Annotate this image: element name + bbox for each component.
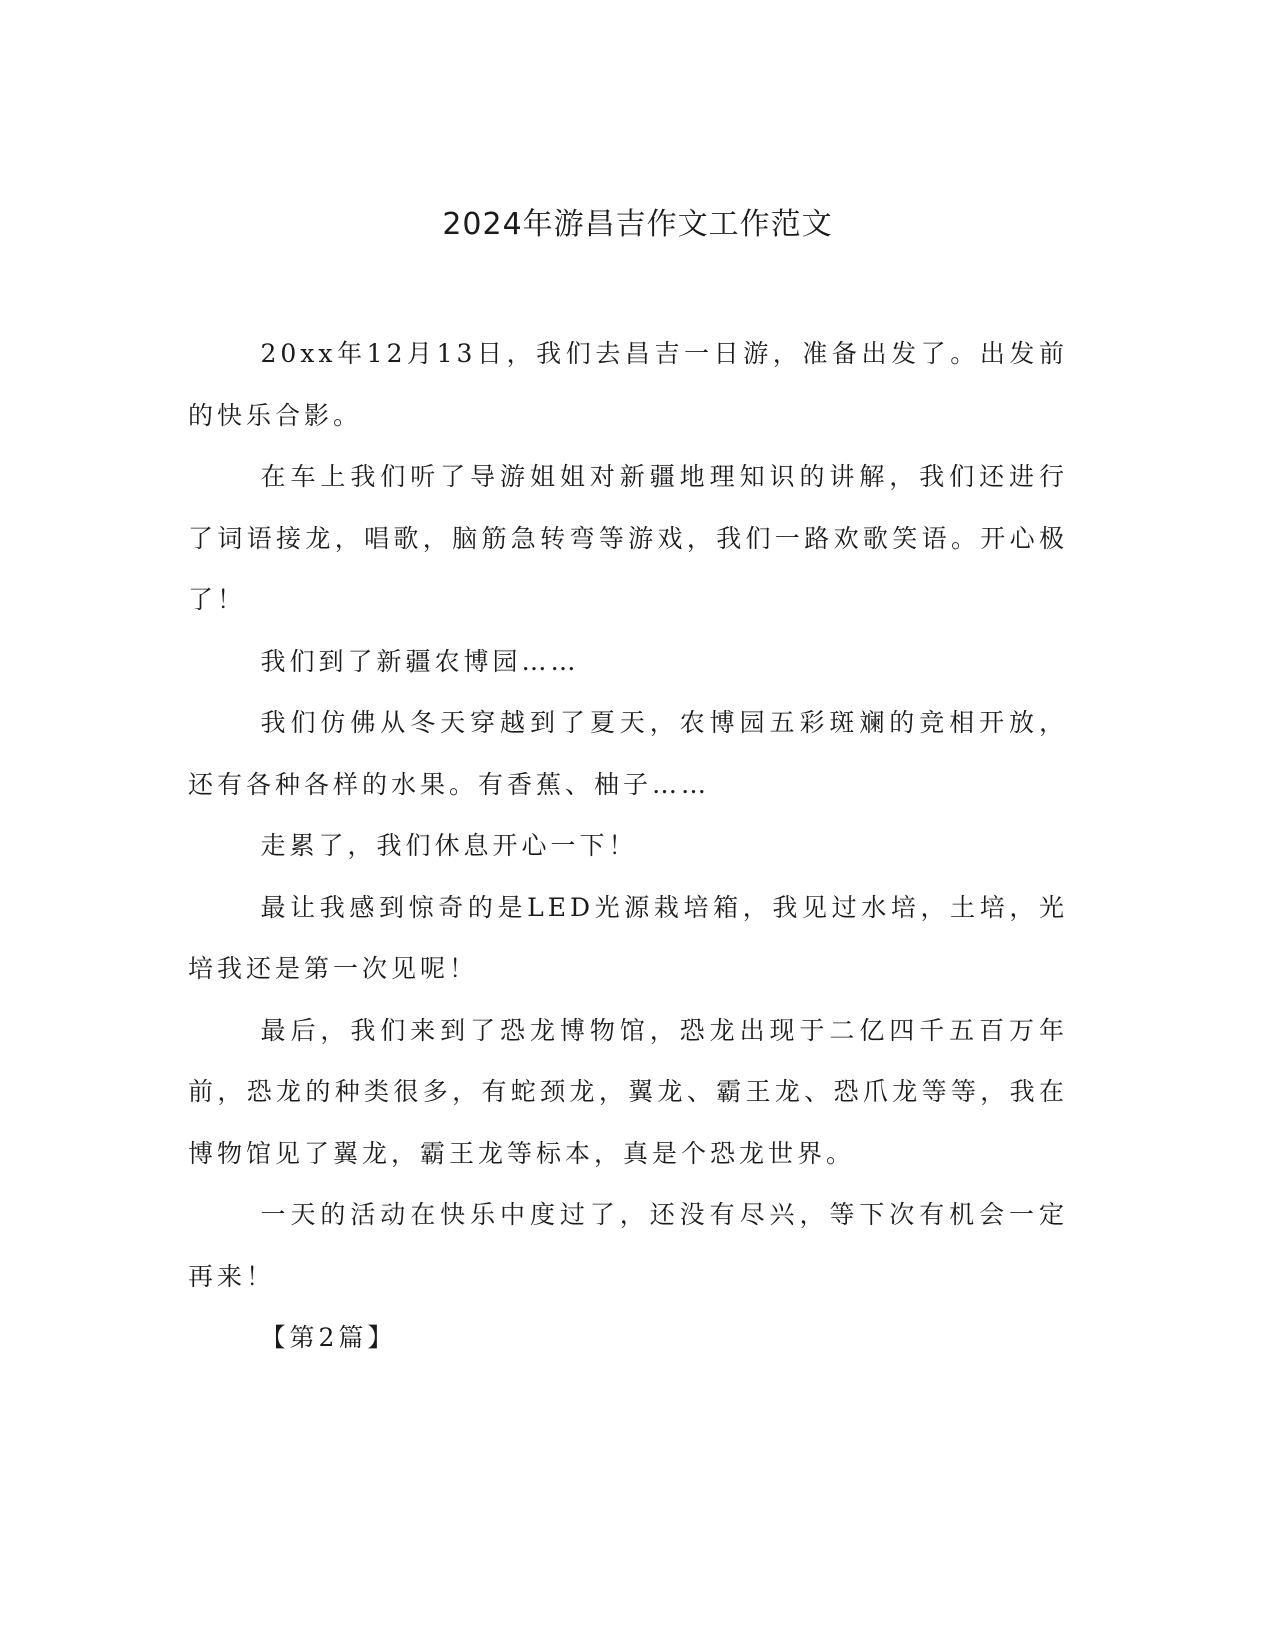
section-marker: 【第2篇】 (260, 1323, 397, 1352)
paragraph-4: 我们仿佛从冬天穿越到了夏天，农博园五彩斑斓的竞相开放，还有各种各样的水果。有香蕉、柚子…… (188, 708, 1068, 799)
paragraph-3: 我们到了新疆农博园…… (260, 646, 580, 676)
paragraph-5: 走累了，我们休息开心一下！ (260, 831, 638, 860)
paragraph-8: 一天的活动在快乐中度过了，还没有尽兴，等下次有机会一定再来！ (188, 1200, 1068, 1291)
paragraph-7: 最后，我们来到了恐龙博物馆，恐龙出现于二亿四千五百万年前，恐龙的种类很多，有蛇颈龙，翼龙、霸王龙、恐爪龙等等，我在博物馆见了翼龙，霸王龙等标本，真是个恐龙世界。 (188, 1015, 1068, 1168)
page-title: 2024年游昌吉作文工作范文 (442, 207, 833, 242)
document-body (188, 323, 1068, 1369)
paragraph-6: 最让我感到惊奇的是LED光源栽培箱，我见过水培，土培，光培我还是第一次见呢！ (188, 892, 1068, 983)
paragraph-2: 在车上我们听了导游姐姐对新疆地理知识的讲解，我们还进行了词语接龙，唱歌，脑筋急转弯等游戏，我们一路欢歌笑语。开心极了！ (188, 462, 1068, 614)
paragraph-1: 20xx年12月13日，我们去昌吉一日游，准备出发了。出发前的快乐合影。 (188, 339, 1068, 430)
